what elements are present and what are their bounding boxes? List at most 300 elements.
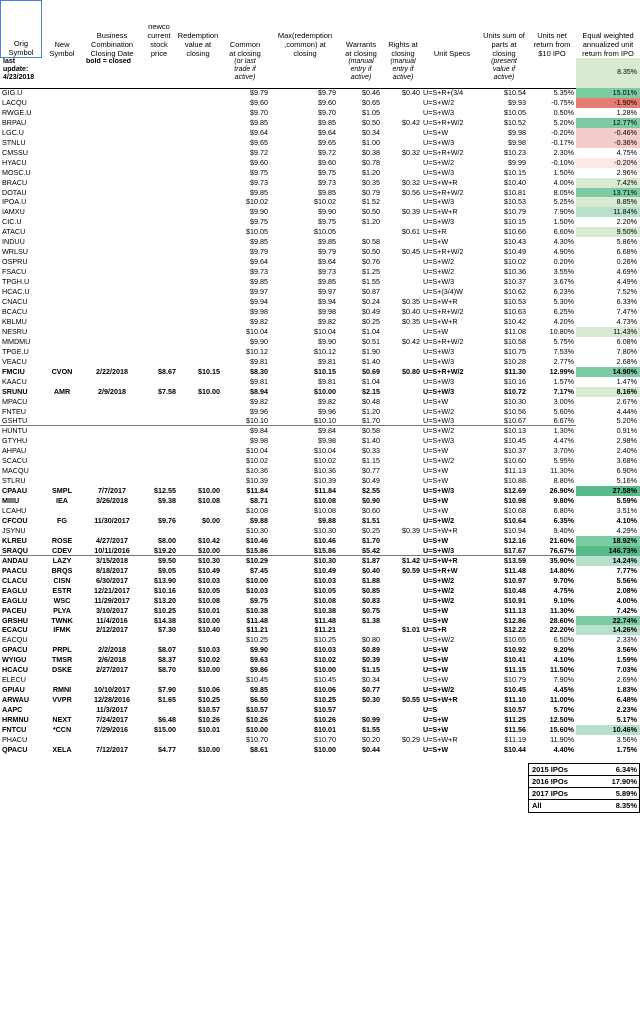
orig-symbol: CLACU — [2, 575, 28, 585]
unit-spec: U=S+W+R — [423, 297, 458, 307]
orig-symbol: WRLSU — [2, 247, 28, 257]
table-row — [0, 506, 640, 516]
table-row — [0, 536, 640, 546]
warrants-price: $0.99 — [362, 715, 380, 725]
warrants-price: $0.24 — [362, 297, 380, 307]
closing-date — [82, 675, 142, 685]
equal-weighted-return: -1.90% — [576, 98, 640, 108]
closing-date: 10/11/2016 — [94, 545, 130, 555]
equal-weighted-return: 14.24% — [576, 556, 640, 566]
unit-spec: U=S+R — [423, 625, 447, 635]
units-net: 21.60% — [549, 535, 574, 545]
new-symbol — [44, 357, 80, 367]
stock-price — [142, 168, 176, 178]
redemption-value — [176, 307, 220, 317]
units-net: 5.75% — [553, 336, 574, 346]
units-net: 10.80% — [549, 326, 574, 336]
orig-symbol: DOTAU — [2, 187, 27, 197]
warrants-price: $1.90 — [362, 346, 380, 356]
redemption-value: $10.08 — [198, 595, 220, 605]
max-redemption: $9.70 — [318, 107, 336, 117]
new-symbol — [44, 347, 80, 357]
new-symbol — [44, 227, 80, 237]
max-redemption: $9.79 — [318, 88, 336, 97]
closing-date: 7/29/2016 — [96, 725, 128, 734]
equal-weighted-return: 14.90% — [576, 367, 640, 377]
table-row — [0, 685, 640, 695]
units-sum: $10.37 — [504, 277, 526, 287]
unit-spec: U=S+W/3 — [423, 436, 455, 446]
summary-row — [529, 776, 639, 788]
units-net: 7.53% — [553, 346, 574, 356]
max-redemption: $10.03 — [314, 575, 336, 585]
table-row — [0, 426, 640, 436]
stock-price — [142, 357, 176, 367]
units-sum: $11.08 — [504, 326, 526, 336]
orig-symbol: IPOA.U — [2, 197, 27, 207]
orig-symbol: PAACU — [2, 565, 28, 575]
closing-date — [82, 357, 142, 367]
redemption-value — [176, 426, 220, 436]
redemption-value — [176, 277, 220, 287]
new-symbol — [44, 217, 80, 227]
closing-date — [82, 118, 142, 128]
warrants-price: $1.40 — [362, 356, 380, 366]
common-price: $10.00 — [246, 725, 268, 734]
orig-symbol: PACEU — [2, 605, 27, 615]
units-sum: $11.15 — [504, 665, 526, 675]
max-redemption: $10.08 — [314, 506, 336, 516]
new-symbol — [44, 148, 80, 158]
orig-symbol: KLREU — [2, 535, 27, 545]
warrants-price: $1.20 — [362, 406, 380, 416]
orig-symbol: OSPRU — [2, 257, 28, 267]
stock-price: $9.50 — [158, 555, 176, 565]
header-new-symbol: New Symbol — [49, 40, 75, 58]
table-row — [0, 128, 640, 138]
equal-weighted-return: 1.83% — [576, 685, 640, 695]
unit-spec: U=S+R+W/2 — [423, 306, 464, 316]
unit-spec: U=S — [423, 705, 438, 715]
closing-date — [82, 307, 142, 317]
stock-price — [142, 237, 176, 247]
orig-symbol: GPACU — [2, 645, 28, 655]
closing-date — [82, 257, 142, 267]
warrants-price: $0.83 — [362, 595, 380, 605]
closing-date: 7/12/2017 — [96, 744, 128, 754]
common-price: $10.05 — [246, 227, 268, 237]
new-symbol: LAZY — [52, 555, 72, 565]
max-redemption: $9.85 — [318, 187, 336, 197]
closing-date: 2/6/2018 — [98, 655, 126, 665]
new-symbol — [44, 88, 80, 98]
stock-price: $7.90 — [158, 685, 176, 695]
max-redemption: $9.96 — [318, 406, 336, 416]
closing-date — [82, 426, 142, 436]
closing-date: 11/29/2017 — [94, 595, 130, 605]
common-price: $9.96 — [250, 406, 268, 416]
max-redemption: $10.05 — [314, 227, 336, 237]
max-redemption: $9.79 — [318, 247, 336, 257]
rights-price: $1.42 — [402, 555, 420, 565]
rights-price — [382, 327, 420, 337]
table-row — [0, 616, 640, 626]
units-net: 76.67% — [549, 545, 574, 555]
unit-spec: U=S+W/2 — [423, 635, 455, 645]
table-row — [0, 715, 640, 725]
common-price: $9.75 — [250, 217, 268, 227]
units-net: 15.60% — [549, 725, 574, 734]
stock-price: $8.37 — [158, 655, 176, 665]
rights-price — [382, 635, 420, 645]
new-symbol — [44, 197, 80, 207]
summary-value: 8.35% — [615, 800, 637, 810]
equal-weighted-return: 0.26% — [576, 257, 640, 267]
closing-date — [82, 317, 142, 327]
redemption-value — [176, 88, 220, 98]
warrants-price: $0.49 — [362, 306, 380, 316]
max-redemption: $10.70 — [314, 734, 336, 744]
header-redemption: Redemption value at closing — [177, 31, 219, 58]
header-orig-symbol[interactable]: Orig Symbol — [0, 0, 42, 58]
unit-spec: U=S+W/3 — [423, 277, 455, 287]
common-price: $9.90 — [250, 207, 268, 217]
orig-symbol: ECACU — [2, 625, 28, 635]
warrants-price: $0.58 — [362, 426, 380, 436]
orig-symbol: AHPAU — [2, 446, 27, 456]
max-redemption: $10.04 — [314, 446, 336, 456]
warrants-price: $0.20 — [362, 734, 380, 744]
units-net: 11.00% — [550, 695, 574, 705]
warrants-price: $1.15 — [362, 456, 380, 466]
new-symbol: XELA — [52, 744, 72, 754]
equal-weighted-return: 6.08% — [576, 337, 640, 347]
table-row — [0, 556, 640, 566]
redemption-value — [176, 138, 220, 148]
redemption-value — [176, 327, 220, 337]
warrants-price: $5.42 — [362, 545, 380, 555]
table-row — [0, 317, 640, 327]
rights-price — [382, 217, 420, 227]
stock-price — [142, 337, 176, 347]
common-price: $10.36 — [246, 466, 268, 476]
rights-price — [382, 287, 420, 297]
common-price: $9.73 — [250, 267, 268, 277]
units-sum: $11.13 — [504, 605, 526, 615]
new-symbol — [44, 158, 80, 168]
units-net: 9.70% — [553, 575, 574, 585]
redemption-value — [176, 227, 220, 237]
orig-symbol: CIC.U — [2, 217, 22, 227]
closing-date — [82, 267, 142, 277]
rights-price — [382, 576, 420, 586]
max-redemption: $9.65 — [318, 137, 336, 147]
equal-weighted-return: 6.33% — [576, 297, 640, 307]
table-row — [0, 118, 640, 128]
closing-date: 11/30/2017 — [94, 515, 130, 525]
table-row — [0, 675, 640, 685]
max-redemption: $10.00 — [314, 665, 336, 675]
max-redemption: $10.00 — [314, 744, 336, 754]
common-price: $10.26 — [246, 715, 268, 725]
units-sum: $10.37 — [504, 446, 526, 456]
common-price: $9.85 — [250, 685, 268, 695]
unit-spec: U=S+W — [423, 396, 449, 406]
new-symbol — [44, 436, 80, 446]
redemption-value: $10.15 — [198, 366, 220, 376]
table-row — [0, 327, 640, 337]
equal-weighted-return: 2.67% — [576, 397, 640, 407]
new-symbol: CVON — [51, 366, 73, 376]
closing-date — [82, 476, 142, 486]
warrants-price: $0.78 — [362, 157, 380, 167]
rights-price — [382, 645, 420, 655]
unit-spec: U=S+W/3 — [423, 197, 455, 207]
table-row — [0, 725, 640, 735]
closing-date — [82, 337, 142, 347]
closing-date: 7/24/2017 — [96, 715, 128, 725]
warrants-price: $0.79 — [362, 187, 380, 197]
common-price: $9.97 — [250, 287, 268, 297]
redemption-value: $10.00 — [198, 545, 220, 555]
unit-spec: U=S+W/2 — [423, 595, 455, 605]
unit-spec: U=S+R — [423, 227, 447, 237]
unit-spec: U=S+W — [423, 466, 449, 476]
common-price: $15.86 — [246, 545, 268, 555]
closing-date: 3/15/2018 — [96, 555, 128, 565]
units-sum: $10.63 — [504, 306, 526, 316]
equal-weighted-return: 6.90% — [576, 466, 640, 476]
units-sum: $17.67 — [504, 545, 526, 555]
new-symbol: TWNK — [51, 615, 73, 625]
units-sum: $10.30 — [504, 396, 526, 406]
equal-weighted-return: 2.33% — [576, 635, 640, 645]
rights-price — [382, 506, 420, 516]
table-row — [0, 377, 640, 387]
closing-date: 4/27/2017 — [96, 535, 128, 545]
new-symbol — [44, 416, 80, 426]
stock-price — [142, 317, 176, 327]
unit-spec: U=S+W/3 — [423, 376, 455, 386]
units-net: 12.50% — [549, 715, 574, 725]
units-net: 1.50% — [553, 217, 574, 227]
equal-weighted-return: 3.68% — [576, 456, 640, 466]
units-net: 35.90% — [549, 555, 574, 565]
units-sum: $10.45 — [504, 436, 526, 446]
common-price: $9.63 — [250, 655, 268, 665]
rights-price — [382, 596, 420, 606]
new-symbol — [44, 277, 80, 287]
rights-price — [382, 197, 420, 207]
stock-price: $8.67 — [158, 366, 176, 376]
table-row — [0, 347, 640, 357]
warrants-price: $0.85 — [362, 585, 380, 595]
stock-price — [142, 466, 176, 476]
common-price: $8.30 — [250, 366, 268, 376]
bold-closed-note: bold = closed — [86, 58, 131, 65]
closing-date: 3/10/2017 — [96, 605, 128, 615]
orig-symbol: EACQU — [2, 635, 28, 645]
rights-price — [382, 496, 420, 506]
stock-price — [142, 407, 176, 417]
common-note: (or last trade if active) — [234, 58, 256, 81]
equal-weighted-return: 14.26% — [576, 625, 640, 635]
units-sum: $10.48 — [504, 585, 526, 595]
table-row — [0, 247, 640, 257]
new-symbol: *CCN — [52, 725, 72, 734]
warrants-price: $0.58 — [362, 237, 380, 247]
equal-weighted-return: 6.48% — [576, 695, 640, 705]
units-net: 4.00% — [553, 177, 574, 187]
table-row — [0, 416, 640, 426]
max-redemption: $10.30 — [314, 525, 336, 535]
units-sum: $10.02 — [504, 257, 526, 267]
new-symbol: IFMK — [53, 625, 71, 635]
equal-weighted-return: 4.00% — [576, 596, 640, 606]
max-redemption: $10.08 — [314, 496, 336, 506]
unit-spec: U=S+W+R — [423, 177, 458, 187]
units-sum: $9.93 — [508, 97, 526, 107]
warrants-price: $0.33 — [362, 446, 380, 456]
rights-price: $0.42 — [402, 336, 420, 346]
units-sum: $10.42 — [504, 316, 526, 326]
common-price: $9.90 — [250, 336, 268, 346]
table-body — [0, 88, 640, 755]
warrants-price: $1.04 — [362, 376, 380, 386]
closing-date — [82, 128, 142, 138]
warrants-price: $1.38 — [362, 615, 380, 625]
max-redemption: $10.08 — [314, 595, 336, 605]
orig-symbol: ATACU — [2, 227, 26, 237]
stock-price: $14.38 — [154, 615, 176, 625]
max-redemption: $9.94 — [318, 297, 336, 307]
units-net: 3.00% — [553, 396, 574, 406]
stock-price: $10.25 — [154, 605, 176, 615]
stock-price: $19.20 — [154, 545, 176, 555]
warrants-price — [340, 705, 380, 715]
orig-symbol: LGC.U — [2, 127, 24, 137]
unit-spec: U=S+W — [423, 655, 449, 665]
table-row — [0, 217, 640, 227]
stock-price: $13.90 — [154, 575, 176, 585]
redemption-value — [176, 128, 220, 138]
closing-date: 2/22/2018 — [96, 366, 128, 376]
max-redemption: $11.48 — [314, 615, 336, 625]
closing-date: 12/21/2017 — [94, 585, 130, 595]
new-symbol — [44, 287, 80, 297]
warrants-price: $1.88 — [362, 575, 380, 585]
units-sum: $10.79 — [504, 675, 526, 685]
warrants-price: $1.04 — [362, 326, 380, 336]
unit-spec: U=S+W/2 — [423, 456, 455, 466]
units-net: 9.80% — [553, 496, 574, 506]
rights-note: (manual entry if active) — [390, 58, 416, 81]
rights-price: $0.42 — [402, 117, 420, 127]
table-row — [0, 168, 640, 178]
max-redemption: $10.57 — [314, 705, 336, 715]
redemption-value — [176, 476, 220, 486]
orig-symbol: GPIAU — [2, 685, 25, 695]
stock-price — [142, 197, 176, 207]
closing-date: 3/26/2018 — [96, 496, 128, 506]
warrants-price: $2.55 — [362, 486, 380, 496]
closing-date: 8/18/2017 — [96, 565, 128, 575]
equal-weighted-return: 4.75% — [576, 148, 640, 158]
stock-price — [142, 148, 176, 158]
common-price: $9.75 — [250, 167, 268, 177]
equal-weighted-return: 7.42% — [576, 606, 640, 616]
equal-weighted-return: -0.36% — [576, 138, 640, 148]
header-closing-date: Business Combination Closing Date — [90, 31, 134, 58]
unit-spec: U=S+W/3 — [423, 137, 455, 147]
new-symbol: AMR — [53, 386, 71, 396]
redemption-value — [176, 297, 220, 307]
units-sum: $11.25 — [504, 715, 526, 725]
unit-spec: U=S+W — [423, 744, 449, 754]
stock-price: $9.05 — [158, 565, 176, 575]
new-symbol: SMPL — [52, 486, 72, 496]
warrants-price: $0.80 — [362, 635, 380, 645]
units-net: 6.35% — [553, 515, 574, 525]
rights-price — [382, 426, 420, 436]
new-symbol — [44, 207, 80, 217]
equal-weighted-return: 4.73% — [576, 317, 640, 327]
equal-weighted-return: 9.50% — [576, 227, 640, 237]
table-row — [0, 178, 640, 188]
units-net: 28.60% — [549, 615, 574, 625]
units-sum: $10.58 — [504, 336, 526, 346]
orig-symbol: TPGH.U — [2, 277, 30, 287]
warrants-price: $0.89 — [362, 645, 380, 655]
warrants-price: $1.00 — [362, 137, 380, 147]
units-sum: $10.68 — [504, 506, 526, 516]
redemption-value — [176, 237, 220, 247]
equal-weighted-return: 1.47% — [576, 377, 640, 387]
rights-price — [382, 466, 420, 476]
unit-spec: U=S+W+R — [423, 555, 458, 565]
table-row — [0, 367, 640, 377]
new-symbol — [44, 456, 80, 466]
units-net: 9.40% — [553, 525, 574, 535]
unit-spec: U=S+(3/4)W — [423, 287, 463, 297]
redemption-value: $10.26 — [198, 715, 220, 725]
stock-price — [142, 377, 176, 387]
unit-spec: U=S+W/3 — [423, 386, 455, 396]
rights-price — [382, 377, 420, 387]
stock-price: $6.48 — [158, 715, 176, 725]
redemption-value — [176, 446, 220, 456]
closing-date — [82, 407, 142, 417]
units-sum: $10.16 — [504, 376, 526, 386]
closing-date — [82, 98, 142, 108]
equal-weighted-return: 2.23% — [576, 705, 640, 715]
stock-price — [142, 118, 176, 128]
rights-price — [382, 606, 420, 616]
max-redemption: $10.04 — [314, 326, 336, 336]
rights-price: $0.40 — [402, 88, 420, 97]
units-sum: $12.22 — [504, 625, 526, 635]
equal-weighted-return: 7.80% — [576, 347, 640, 357]
common-price: $9.84 — [250, 426, 268, 436]
warrants-price: $1.25 — [362, 267, 380, 277]
units-net: -0.20% — [551, 127, 574, 137]
closing-date — [82, 297, 142, 307]
new-symbol: NEXT — [52, 715, 72, 725]
stock-price — [142, 635, 176, 645]
units-sum: $10.28 — [504, 356, 526, 366]
new-symbol — [44, 188, 80, 198]
units-net: -0.10% — [551, 157, 574, 167]
